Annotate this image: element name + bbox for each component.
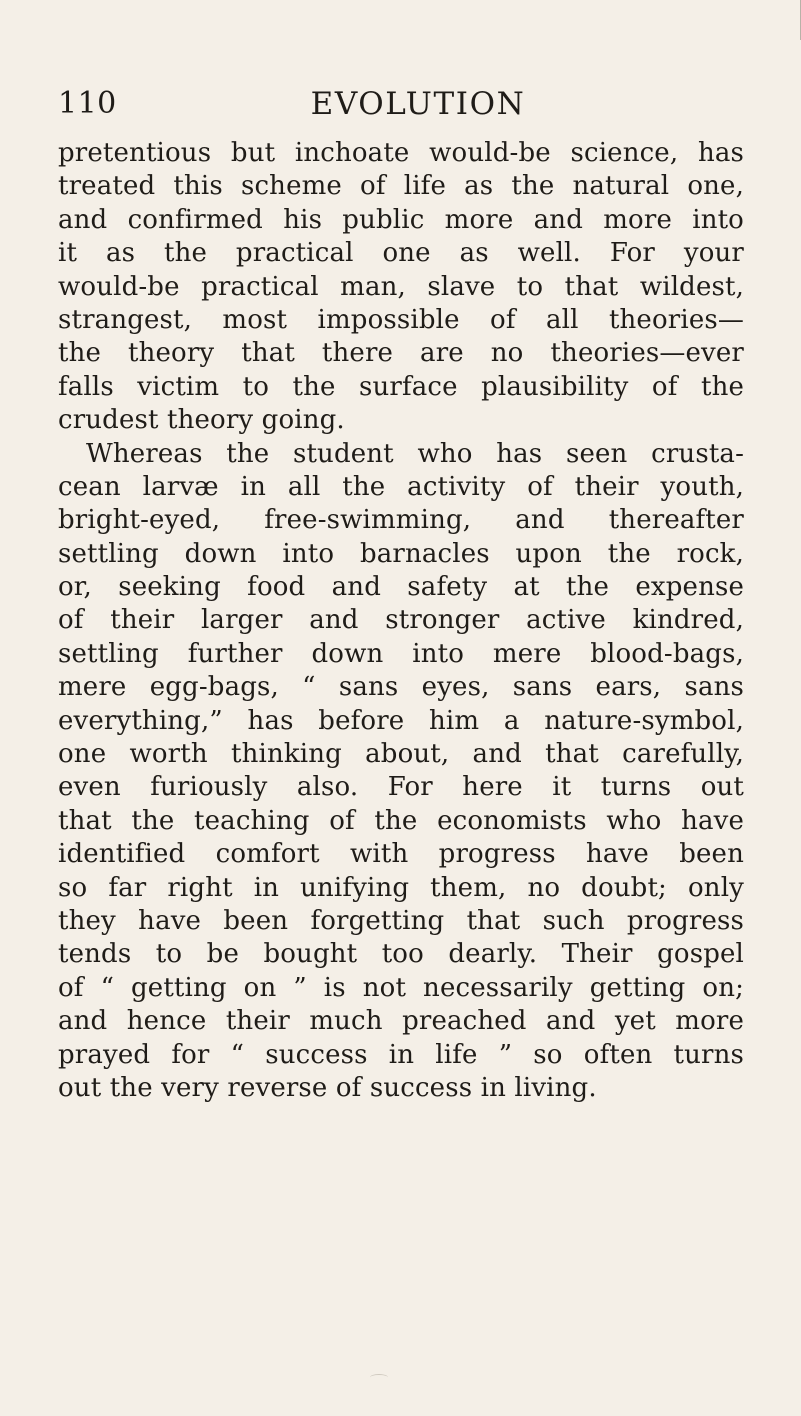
- text-line: that the teaching of the economists who have: [58, 805, 744, 836]
- text-line: the theory that there are no theories—ever: [58, 338, 744, 369]
- text-line: so far right in unifying them, no doubt; only: [58, 872, 744, 903]
- print-mark: [370, 1374, 388, 1381]
- text-line: identified comfort with progress have been: [58, 839, 744, 870]
- body-text: [58, 137, 744, 1105]
- text-line: one worth thinking about, and that carefully,: [58, 739, 744, 770]
- text-line: pretentious but inchoate would-be science, has: [58, 138, 744, 168]
- text-line: and confirmed his public more and more into: [58, 204, 744, 235]
- running-head: [58, 84, 744, 124]
- text-line: cean larvæ in all the activity of their youth,: [58, 471, 744, 502]
- text-line: it as the practical one as well. For your: [58, 238, 744, 269]
- text-line: strangest, most impossible of all theories—: [58, 304, 744, 335]
- text-line: of their larger and stronger active kindred,: [58, 605, 744, 636]
- text-line: of “ getting on ” is not necessarily getting on;: [58, 972, 744, 1003]
- text-line: falls victim to the surface plausibility of the: [58, 371, 744, 402]
- text-line: even furiously also. For here it turns out: [58, 772, 744, 803]
- text-line: prayed for “ success in life ” so often turns: [58, 1039, 744, 1070]
- paragraph-start-line: Whereas the student who has seen crusta-: [86, 438, 744, 469]
- running-title: EVOLUTION: [310, 86, 526, 122]
- text-line: settling further down into mere blood-bags,: [58, 638, 744, 669]
- text-line: or, seeking food and safety at the expense: [58, 572, 744, 603]
- page-number: 110: [58, 86, 117, 121]
- text-line: settling down into barnacles upon the rock,: [58, 538, 744, 569]
- text-line: tends to be bought too dearly. Their gospel: [58, 939, 744, 970]
- text-line: they have been forgetting that such progress: [58, 905, 744, 936]
- paragraph-end-line: crudest theory going.: [58, 405, 345, 436]
- text-line: mere egg-bags, “ sans eyes, sans ears, sans: [58, 672, 744, 703]
- text-line: treated this scheme of life as the natural one,: [58, 171, 744, 202]
- paragraph-end-line: out the very reverse of success in living.: [58, 1072, 597, 1103]
- text-line: everything,” has before him a nature-symbol,: [58, 705, 744, 736]
- text-line: would-be practical man, slave to that wildest,: [58, 271, 744, 302]
- text-line: and hence their much preached and yet more: [58, 1006, 744, 1037]
- text-line: bright-eyed, free-swimming, and thereafter: [58, 505, 744, 536]
